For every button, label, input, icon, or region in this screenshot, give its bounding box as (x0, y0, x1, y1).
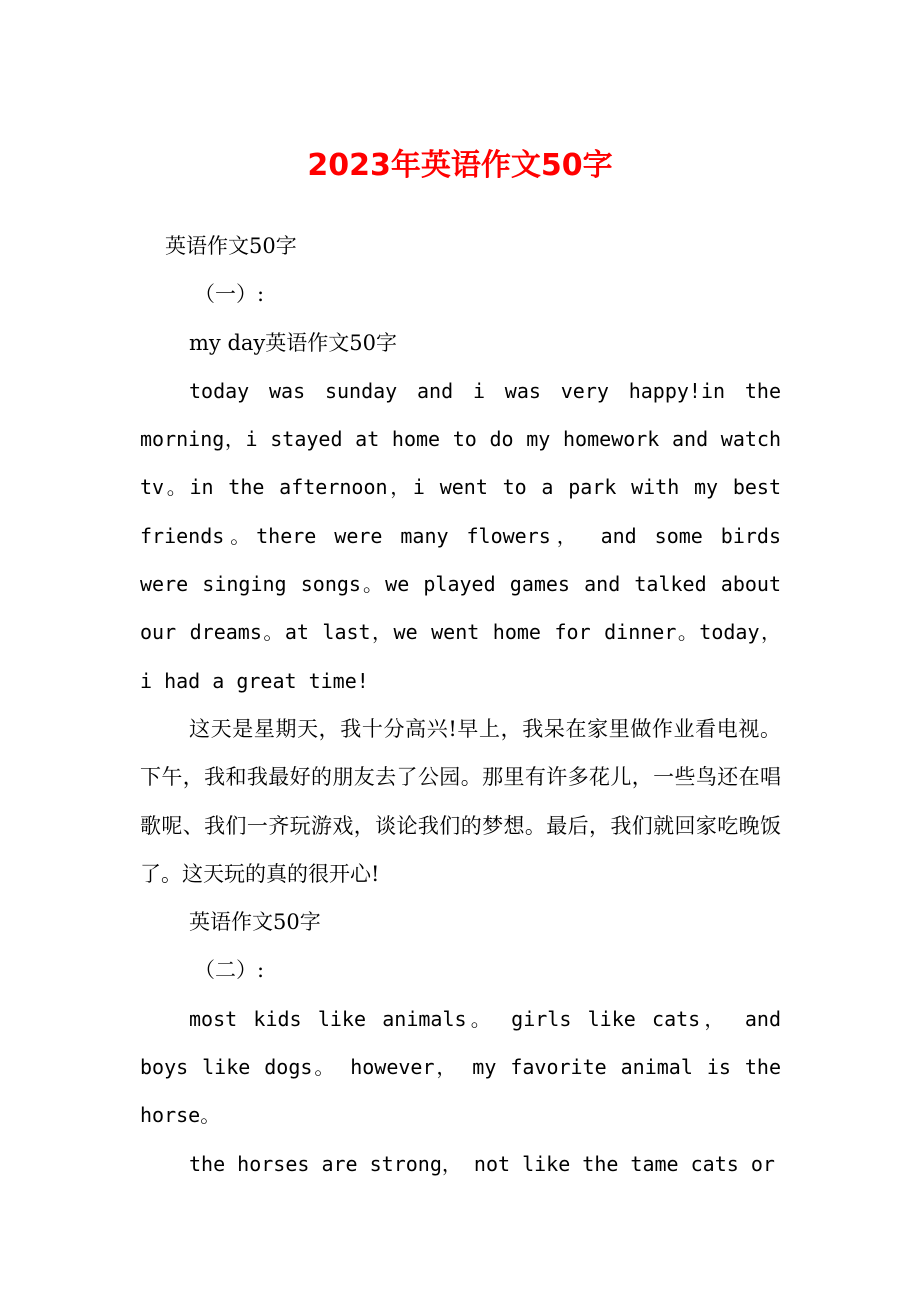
english-paragraph: most kids like animals。 girls like cats， and boys like dogs。 however， my favorite animal is the horse。 (140, 1006, 781, 1128)
essay-subtitle: my day英语作文50字 (189, 330, 398, 355)
document-title: 2023年英语作文50字 (307, 148, 613, 183)
section-label: （二）: (194, 958, 265, 983)
essay-heading: 英语作文50字 (189, 910, 321, 935)
chinese-paragraph: 这天是星期天，我十分高兴!早上，我呆在家里做作业看电视。下午，我和我最好的朋友去了公园。那里有许多花儿，一些鸟还在唱歌呢、我们一齐玩游戏，谈论我们的梦想。最后，我们就回家吃晚饭了。这天玩的真的很开心! (140, 716, 781, 886)
section-label: （一）: (194, 282, 265, 307)
english-paragraph: the horses are strong， not like the tame cats or (189, 1151, 775, 1176)
document-body (140, 222, 781, 1188)
english-paragraph: today was sunday and i was very happy!in the morning，i stayed at home to do my homework and watch tv。in the afternoon，i went to a park with my best friends。there were many flowers， and some birds were singing songs。we played games and talked about our dreams。at last，we went home for dinner。today， i had a great time! (140, 378, 781, 693)
essay-heading: 英语作文50字 (165, 234, 297, 258)
